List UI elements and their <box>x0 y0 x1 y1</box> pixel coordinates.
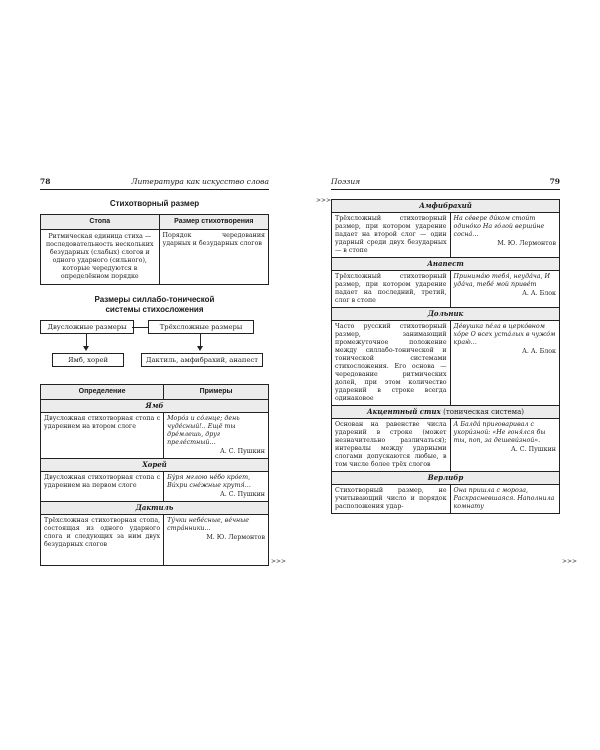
definitions-table <box>40 384 269 566</box>
row-name-accent-verse <box>332 406 560 419</box>
author-trochee: А. С. Пушкин <box>220 491 265 498</box>
meter-cell-foot: Ритмическая единица стиха — последовательность нескольких безударных (слабых) слогов и одного ударного (сильного), которые чередуются в определённом порядке <box>41 230 160 285</box>
right-page-number: 79 <box>549 177 560 186</box>
meter-diagram <box>40 320 269 380</box>
systems-section-title <box>40 295 269 314</box>
def-dactyl: Трёхсложная стихотворная стопа, состоящая из одного ударного слога и следующих за ним двух безударных слогов <box>41 515 164 566</box>
meter-table <box>40 214 269 285</box>
row-name-iamb: Ямб <box>41 400 269 413</box>
meters-table-continued <box>331 199 560 514</box>
author-dactyl: М. Ю. Лермонтов <box>206 534 265 541</box>
systems-title-line1: Размеры силлабо-тонической <box>94 295 215 304</box>
continue-marker-right-start: >>> <box>316 197 332 204</box>
poem-dolnik: Де́вушка пе́ла в церко́вном хо́ре О всех уста́лых в чужо́м краю́… <box>453 323 556 346</box>
example-anapest <box>450 271 559 308</box>
left-running-title: Литература как искусство слова <box>131 177 269 186</box>
diagram-three-examples: Дактиль, амфибрахий, анапест <box>141 353 263 367</box>
arrow-down-icon <box>197 346 203 351</box>
meter-section-title: Стихотворный размер <box>109 199 200 208</box>
accent-verse-suffix: (тоническая система) <box>443 408 525 416</box>
right-page <box>331 176 560 514</box>
row-name-vers-libre: Верлибр <box>332 472 560 485</box>
def-col-examples: Примеры <box>164 385 269 400</box>
author-anapest: А. А. Блок <box>522 290 556 297</box>
author-accent-verse: А. С. Пушкин <box>511 446 556 453</box>
author-amphibrach: М. Ю. Лермонтов <box>497 240 556 247</box>
systems-title-line2: системы стихосложения <box>105 304 204 314</box>
accent-verse-name: Акцентный стих <box>366 407 441 416</box>
def-col-definition: Определение <box>41 385 164 400</box>
example-accent-verse <box>450 419 559 472</box>
diagram-connector <box>132 327 148 328</box>
row-name-amphibrach: Амфибрахий <box>332 200 560 213</box>
example-dactyl <box>164 515 269 566</box>
meter-col-foot: Стопа <box>41 215 160 230</box>
example-dolnik <box>450 321 559 406</box>
meter-cell-size: Порядок чередования ударных и безударных слогов <box>159 230 268 285</box>
def-dolnik: Часто русский стихотворный размер, занимающий промежуточное положение между силлабо-тонической и тонической системами стихосложения. Его основа — чередование ритмических долей, при этом количество ударений в строке всегда одинаковое <box>332 321 451 406</box>
example-amphibrach <box>450 213 559 258</box>
left-page-header <box>40 176 269 190</box>
example-vers-libre <box>450 485 559 514</box>
def-accent-verse: Основан на равенстве числа ударений в строке (может незначительно различаться); интервалы между ударными слогами допускаются любые, в том числе более трёх слогов <box>332 419 451 472</box>
row-name-dolnik: Дольник <box>332 308 560 321</box>
def-vers-libre: Стихотворный размер, не учитывающий число и порядок расположения удар- <box>332 485 451 514</box>
left-page <box>40 176 269 566</box>
def-iamb: Двусложная стихотворная стопа с ударением на втором слоге <box>41 413 164 459</box>
poem-accent-verse: А Балда́ приговаривал с укори́зной: «Не гоня́лся бы ты, поп, за дешеви́зной». <box>453 421 546 444</box>
poem-amphibrach: На се́вере ди́ком стои́т одино́ко На го́лой верши́не сосна́… <box>453 215 545 238</box>
example-iamb <box>164 413 269 459</box>
author-dolnik: А. А. Блок <box>522 348 556 355</box>
meter-col-size: Размер стихотворения <box>159 215 268 230</box>
def-trochee: Двусложная стихотворная стопа с ударением на первом слоге <box>41 472 164 502</box>
poem-iamb: Моро́з и со́лнце; день чуде́сный!.. Ещё ты дре́млешь, друг преле́стный… <box>167 415 240 446</box>
diagram-three-syllable: Трёхсложные размеры <box>148 320 254 334</box>
continue-marker-right: >>> <box>562 558 578 565</box>
row-name-dactyl: Дактиль <box>41 502 269 515</box>
continue-marker-left: >>> <box>271 558 287 565</box>
left-page-number: 78 <box>40 177 51 186</box>
poem-anapest: Принима́ю тебя́, неуда́ча, И уда́ча, тебе́ мой приве́т <box>453 273 550 288</box>
row-name-trochee: Хорей <box>41 459 269 472</box>
row-name-anapest: Анапест <box>332 258 560 271</box>
arrow-down-icon <box>83 346 89 351</box>
def-amphibrach: Трёхсложный стихотворный размер, при котором ударение падает на второй слог — один ударный среди двух безударных — в стопе <box>332 213 451 258</box>
diagram-two-examples: Ямб, хорей <box>52 353 124 367</box>
poem-dactyl: Ту́чки небе́сные, ве́чные стра́нники… <box>167 517 249 532</box>
example-trochee <box>164 472 269 502</box>
diagram-two-syllable: Двусложные размеры <box>40 320 134 334</box>
def-anapest: Трёхсложный стихотворный размер, при котором ударение падает на последний, третий, слог в стопе <box>332 271 451 308</box>
author-iamb: А. С. Пушкин <box>220 448 265 455</box>
poem-vers-libre: Она пришла с мороза, Раскрасневшаяся. Наполнила комнату <box>453 487 555 510</box>
poem-trochee: Бу́ря мглою не́бо кро́ет, Ви́хри сне́жные крутя́… <box>167 474 251 489</box>
right-running-title: Поэзия <box>331 177 361 186</box>
right-page-header <box>331 176 560 190</box>
